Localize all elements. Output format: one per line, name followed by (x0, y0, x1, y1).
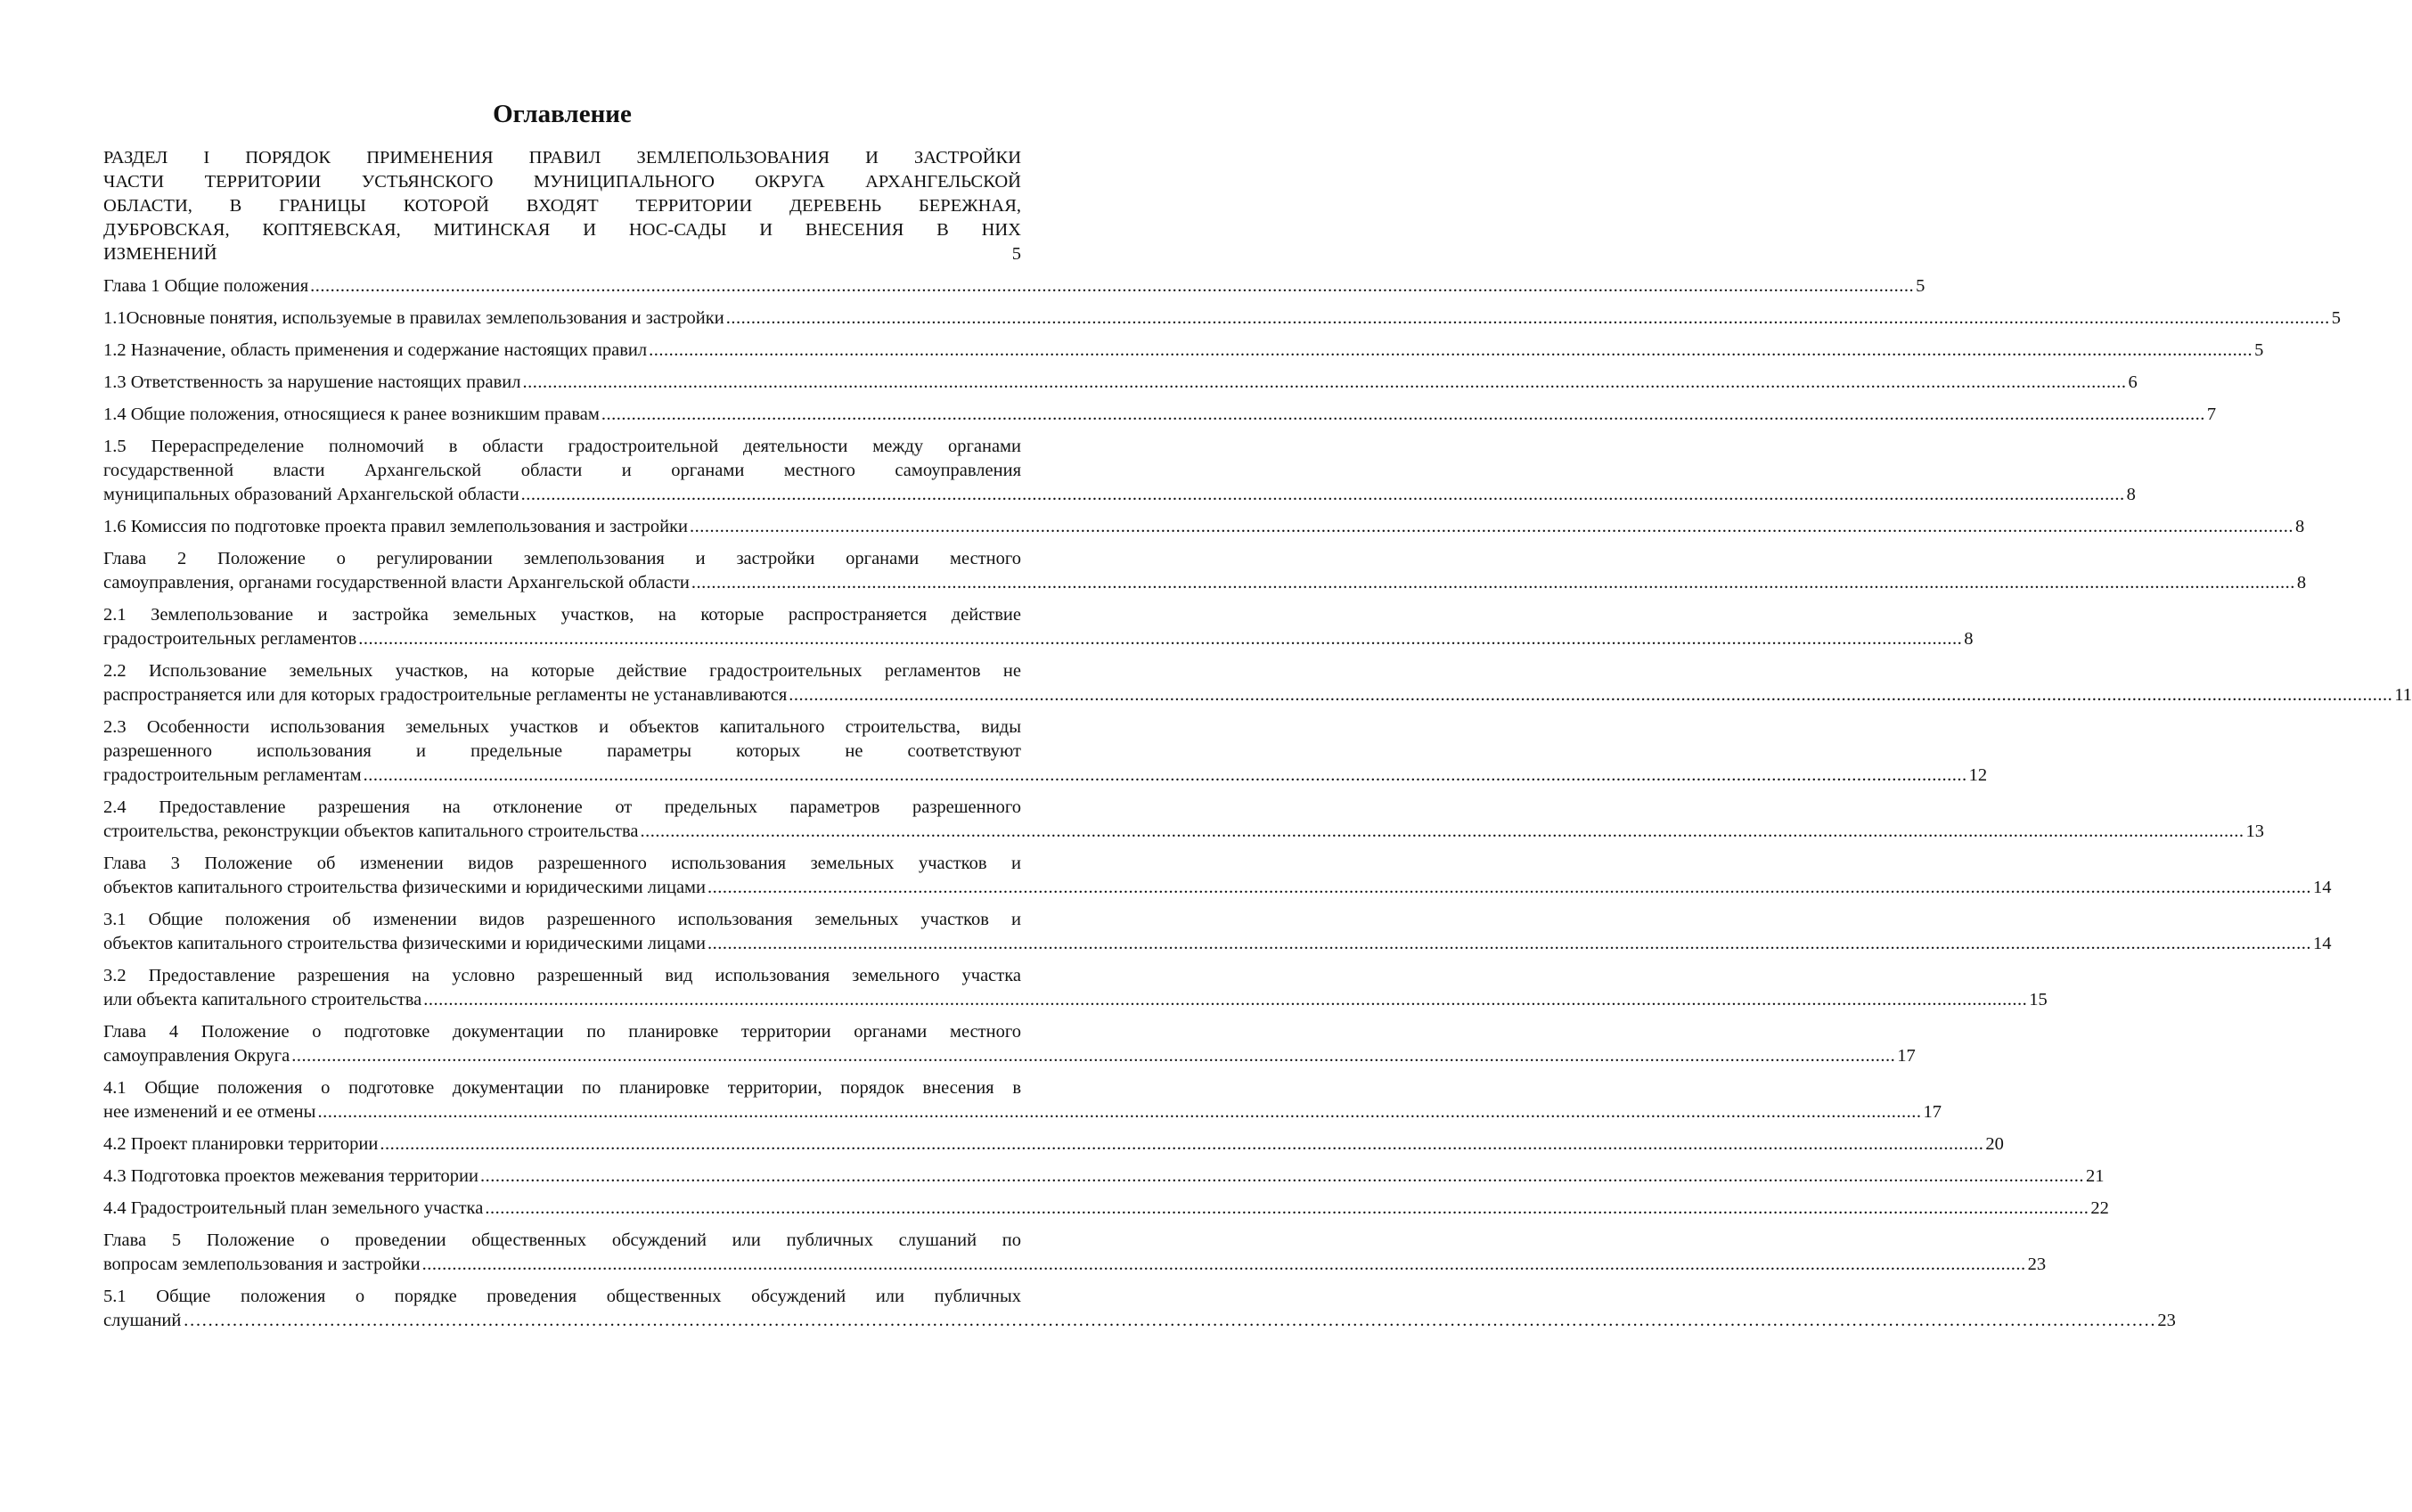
toc-entry-line: Глава 3 Положение об изменении видов разрешенного использования земельных участков и (103, 854, 1021, 873)
toc-dot-leader (183, 1309, 2155, 1333)
toc-entry[interactable] (103, 547, 2307, 595)
toc-entry[interactable] (103, 339, 2264, 363)
toc-entry-last-line (103, 1197, 2109, 1221)
toc-entry-text: 4.2 Проект планировки территории (103, 1134, 379, 1154)
toc-entry-text: 1.2 Назначение, область применения и содержание настоящих правил (103, 340, 648, 360)
toc-page-number: 5 (1916, 276, 1926, 296)
toc-entry-text: объектов капитального строительства физическими и юридическими лицами (103, 878, 706, 897)
toc-entry-line: Глава 4 Положение о подготовке документации по планировке территории органами местного (103, 1022, 1021, 1042)
toc-entry-line: разрешенного использования и предельные параметры которых не соответствуют (103, 741, 1021, 761)
toc-page-number: 14 (2313, 878, 2332, 897)
toc-entry-text: вопросам землепользования и застройки (103, 1255, 421, 1274)
toc-entry-last-line (103, 371, 2138, 395)
toc-entry-line: 2.1 Землепользование и застройка земельных участков, на которые распространяется действие (103, 605, 1021, 625)
toc-entry-last-line (103, 242, 1021, 266)
toc-entry-text: нее изменений и ее отмены (103, 1102, 316, 1122)
toc-dot-leader (707, 876, 2311, 900)
toc-list (103, 146, 2412, 1333)
toc-dot-leader (691, 571, 2295, 595)
toc-entry-text: градостроительных регламентов (103, 629, 357, 649)
toc-entry-line: Глава 5 Положение о проведении общественных обсуждений или публичных слушаний по (103, 1230, 1021, 1250)
toc-page-number: 22 (2090, 1198, 2109, 1218)
toc-page-number: 5 (2331, 308, 2341, 328)
toc-page-number: 8 (1964, 629, 1974, 649)
toc-entry-line: 2.3 Особенности использования земельных участков и объектов капитального строительства, виды (103, 717, 1021, 737)
toc-entry-line: 4.1 Общие положения о подготовке документации по планировке территории, порядок внесения в (103, 1078, 1021, 1098)
toc-entry[interactable] (103, 306, 2341, 331)
toc-entry[interactable] (103, 659, 2412, 707)
toc-entry-last-line (103, 1253, 2047, 1277)
toc-page-number: 23 (2157, 1311, 2176, 1330)
toc-entry-last-line (103, 1100, 1942, 1124)
toc-entry-line: 3.2 Предоставление разрешения на условно разрешенный вид использования земельного участка (103, 966, 1021, 985)
toc-entry[interactable] (103, 1165, 2105, 1189)
toc-dot-leader (522, 371, 2126, 395)
toc-entry-line: РАЗДЕЛ I ПОРЯДОК ПРИМЕНЕНИЯ ПРАВИЛ ЗЕМЛЕПОЛЬЗОВАНИЯ И ЗАСТРОЙКИ (103, 148, 1021, 168)
toc-entry-last-line (103, 932, 2332, 956)
toc-page-number: 6 (2128, 372, 2138, 392)
toc-entry-line: государственной власти Архангельской области и органами местного самоуправления (103, 461, 1021, 480)
toc-dot-leader (690, 515, 2293, 539)
toc-dot-leader (641, 820, 2244, 844)
toc-page-number: 17 (1897, 1046, 1916, 1066)
toc-page-number: 8 (2296, 573, 2307, 593)
toc-entry[interactable] (103, 1285, 2176, 1333)
toc-entry-last-line (103, 988, 2048, 1012)
toc-entry[interactable] (103, 371, 2138, 395)
toc-entry-last-line (103, 683, 2412, 707)
toc-entry[interactable] (103, 796, 2265, 844)
toc-dot-leader (310, 274, 1914, 298)
toc-dot-leader (789, 683, 2392, 707)
toc-dot-leader (422, 1253, 2026, 1277)
toc-entry[interactable] (103, 1020, 1916, 1068)
toc-page-number: 5 (1011, 244, 1021, 264)
toc-dot-leader (485, 1197, 2089, 1221)
toc-entry-text: 1.6 Комиссия по подготовке проекта правил землепользования и застройки (103, 517, 689, 536)
toc-entry[interactable] (103, 274, 1926, 298)
toc-page-number: 5 (2254, 340, 2264, 360)
toc-dot-leader (423, 988, 2027, 1012)
toc-entry-line: 5.1 Общие положения о порядке проведения общественных обсуждений или публичных (103, 1287, 1021, 1306)
toc-dot-leader (480, 1165, 2084, 1189)
toc-page-number: 15 (2029, 990, 2048, 1009)
toc-entry-line: 2.2 Использование земельных участков, на которые действие градостроительных регламентов не (103, 661, 1021, 681)
toc-dot-leader (726, 306, 2330, 331)
toc-entry[interactable] (103, 964, 2048, 1012)
toc-page-number: 17 (1923, 1102, 1942, 1122)
toc-entry-number: 1.1 (103, 308, 127, 328)
toc-page-number: 23 (2027, 1255, 2047, 1274)
toc-entry[interactable] (103, 1197, 2109, 1221)
toc-entry[interactable] (103, 1076, 1942, 1124)
toc-page-number: 21 (2086, 1166, 2105, 1186)
toc-entry-last-line (103, 571, 2307, 595)
toc-entry-last-line (103, 1044, 1916, 1068)
toc-entry[interactable] (103, 146, 1021, 266)
toc-entry[interactable] (103, 1132, 2004, 1156)
toc-entry-last-line (103, 1165, 2105, 1189)
toc-entry-text: слушаний (103, 1311, 182, 1330)
toc-entry[interactable] (103, 908, 2332, 956)
toc-title: Оглавление (493, 100, 632, 128)
toc-entry-last-line (103, 306, 2341, 331)
toc-entry-text: распространяется или для которых градостроительные регламенты не устанавливаются (103, 685, 788, 705)
toc-dot-leader (291, 1044, 1895, 1068)
toc-entry-last-line (103, 403, 2217, 427)
toc-dot-leader (649, 339, 2253, 363)
toc-entry-text: Основные понятия, используемые в правилах землепользования и застройки (126, 308, 724, 328)
toc-page-number: 8 (2295, 517, 2305, 536)
toc-page-number: 11 (2394, 685, 2412, 705)
toc-page-number: 20 (1985, 1134, 2004, 1154)
toc-dot-leader (601, 403, 2205, 427)
toc-entry-text: объектов капитального строительства физическими и юридическими лицами (103, 934, 706, 953)
toc-entry-last-line (103, 274, 1926, 298)
toc-page-number: 8 (2126, 485, 2136, 504)
toc-entry-text: 4.3 Подготовка проектов межевания территории (103, 1166, 478, 1186)
toc-entry-text: самоуправления Округа (103, 1046, 290, 1066)
toc-page-number: 13 (2245, 821, 2265, 841)
toc-entry-last-line (103, 483, 2136, 507)
toc-dot-leader (380, 1132, 1983, 1156)
toc-dot-leader (364, 764, 1967, 788)
toc-entry-last-line (103, 1309, 2176, 1333)
toc-entry[interactable] (103, 435, 2136, 507)
toc-entry-last-line (103, 339, 2264, 363)
toc-dot-leader (317, 1100, 1921, 1124)
toc-entry-text: муниципальных образований Архангельской области (103, 485, 519, 504)
toc-entry-text: Глава 1 Общие положения (103, 276, 309, 296)
toc-entry-line: ОБЛАСТИ, В ГРАНИЦЫ КОТОРОЙ ВХОДЯТ ТЕРРИТОРИИ ДЕРЕВЕНЬ БЕРЕЖНАЯ, (103, 196, 1021, 216)
toc-entry[interactable] (103, 1229, 2047, 1277)
toc-entry-line: 3.1 Общие положения об изменении видов разрешенного использования земельных участков и (103, 910, 1021, 929)
toc-entry-text: 4.4 Градостроительный план земельного участка (103, 1198, 484, 1218)
toc-entry-line: Глава 2 Положение о регулировании землепользования и застройки органами местного (103, 549, 1021, 568)
toc-entry[interactable] (103, 603, 1974, 651)
document-page (103, 96, 2412, 1341)
toc-entry[interactable] (103, 852, 2332, 900)
toc-entry-text: ИЗМЕНЕНИЙ (103, 244, 217, 264)
toc-entry-text: 1.4 Общие положения, относящиеся к ранее возникшим правам (103, 405, 600, 424)
toc-page-number: 7 (2206, 405, 2217, 424)
toc-entry[interactable] (103, 403, 2217, 427)
toc-entry-text: градостроительным регламентам (103, 765, 362, 785)
toc-entry[interactable] (103, 715, 1988, 788)
toc-dot-leader (707, 932, 2311, 956)
toc-entry-last-line (103, 1132, 2004, 1156)
toc-entry-line: 1.5 Перераспределение полномочий в области градостроительной деятельности между органами (103, 437, 1021, 456)
toc-entry-text: или объекта капитального строительства (103, 990, 422, 1009)
toc-entry-last-line (103, 820, 2265, 844)
toc-entry-last-line (103, 876, 2332, 900)
toc-entry-last-line (103, 627, 1974, 651)
toc-dot-leader (521, 483, 2125, 507)
toc-entry-text: строительства, реконструкции объектов капитального строительства (103, 821, 639, 841)
toc-entry-last-line (103, 515, 2305, 539)
toc-entry-text: 1.3 Ответственность за нарушение настоящих правил (103, 372, 521, 392)
toc-page-number: 14 (2313, 934, 2332, 953)
toc-entry-line: ЧАСТИ ТЕРРИТОРИИ УСТЬЯНСКОГО МУНИЦИПАЛЬНОГО ОКРУГА АРХАНГЕЛЬСКОЙ (103, 172, 1021, 192)
toc-entry[interactable] (103, 515, 2305, 539)
toc-entry-line: ДУБРОВСКАЯ, КОПТЯЕВСКАЯ, МИТИНСКАЯ И НОС-САДЫ И ВНЕСЕНИЯ В НИХ (103, 220, 1021, 240)
toc-dot-leader (358, 627, 1962, 651)
toc-entry-line: 2.4 Предоставление разрешения на отклонение от предельных параметров разрешенного (103, 797, 1021, 817)
toc-entry-last-line (103, 764, 1988, 788)
toc-page-number: 12 (1968, 765, 1988, 785)
toc-entry-text: самоуправления, органами государственной власти Архангельской области (103, 573, 690, 593)
